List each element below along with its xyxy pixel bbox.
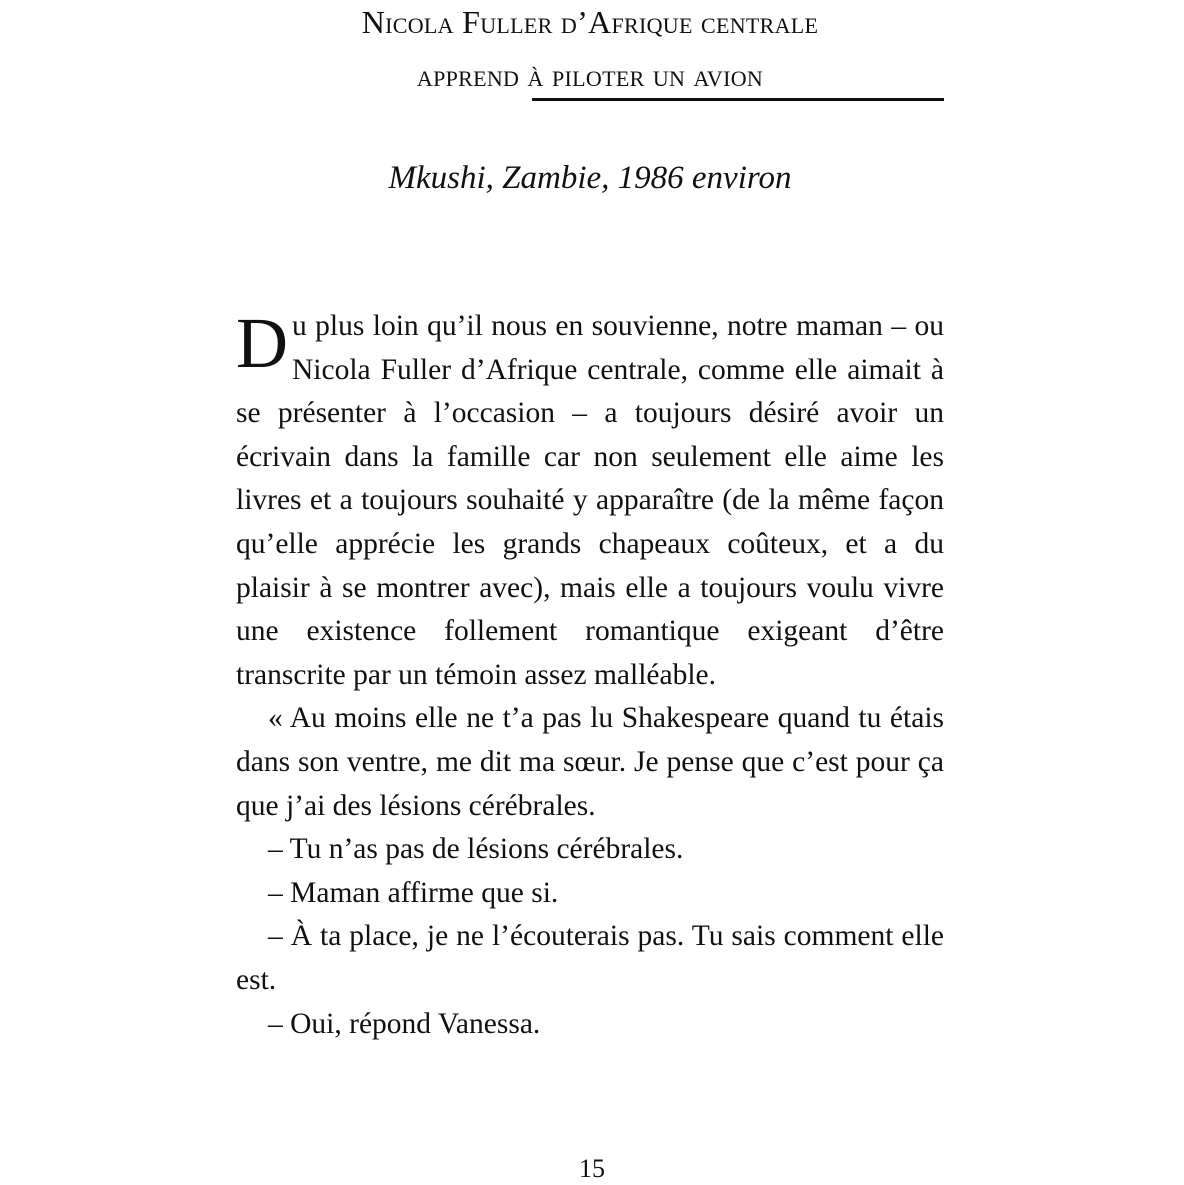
chapter-title <box>236 0 944 105</box>
title-underline-rule <box>532 98 944 101</box>
drop-cap: D <box>236 303 288 383</box>
dialogue-line-2: – Maman affirme que si. <box>268 876 559 909</box>
paragraph-2: « Au moins elle ne t’a pas lu Shakespeare quand tu étais dans son ventre, me dit ma sœur. Je pense que c’est pour ça que j’ai des lésions cérébrales. <box>236 702 944 822</box>
dialogue-line-4: – Oui, répond Vanessa. <box>268 1007 541 1040</box>
paragraph-1-text: u plus loin qu’il nous en souvienne, notre maman – ou Nicola Fuller d’Afrique centrale, comme elle aimait à se présenter à l’occasion – a toujours désiré avoir un écrivain dans la famille car non seulement elle aime les livres et a toujours souhaité y apparaître (de la même façon qu’elle apprécie les grands chapeaux coûteux, et a du plaisir à se montrer avec), mais elle a toujours voulu vivre une existence follement romantique exigeant d’être transcrite par un témoin assez malléable. <box>236 310 944 691</box>
chapter-title-line-1: Nicola Fuller d’Afrique centrale <box>361 4 819 40</box>
paragraph-1 <box>236 305 944 697</box>
dialogue-line-1: – Tu n’as pas de lésions cérébrales. <box>268 833 684 866</box>
dialogue-line-3: – À ta place, je ne l’écouterais pas. Tu sais comment elle est. <box>236 920 944 996</box>
chapter-title-line-2: apprend à piloter un avion <box>416 57 764 93</box>
place-date-subtitle: Mkushi, Zambie, 1986 environ <box>388 160 792 196</box>
body-text <box>236 305 944 1046</box>
page-number: 15 <box>579 1154 605 1183</box>
